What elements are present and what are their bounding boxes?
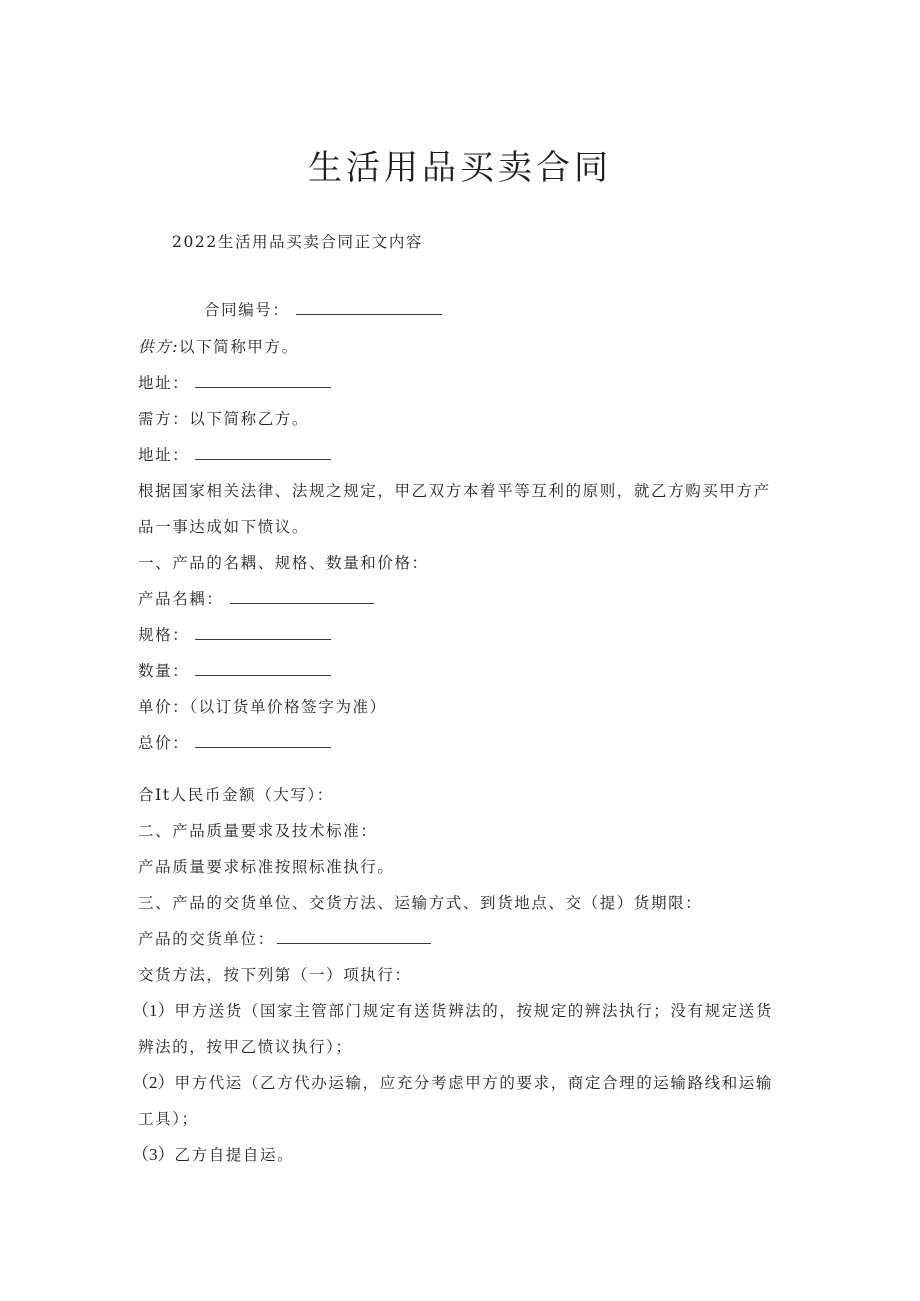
contract-number-label: 合同编号：	[204, 301, 290, 319]
section-1-heading: 一、产品的名耦、规格、数量和价格：	[138, 554, 429, 572]
buyer-address-blank	[195, 443, 331, 460]
unit-price-line: 单价：（以订货单价格签字为准）	[138, 698, 387, 716]
delivery-option-1-line1	[132, 999, 773, 1023]
delivery-option-3-line	[132, 1143, 294, 1167]
option-3-number: （3）	[132, 1145, 175, 1164]
total-price-label: 总价：	[138, 734, 190, 752]
buyer-line: 需方：以下简称乙方。	[138, 410, 310, 428]
option-1-number: （1）	[132, 1001, 175, 1020]
document-title: 生活用品买卖合同	[308, 148, 612, 188]
quantity-label: 数量：	[138, 662, 190, 680]
intro-paragraph-line1: 根据国家相关法律、法规之规定，甲乙双方本着平等互利的原则，就乙方购买甲方产	[138, 482, 771, 500]
quantity-line	[138, 659, 331, 683]
delivery-unit-label: 产品的交货单位：	[138, 930, 275, 948]
total-price-blank	[195, 731, 331, 748]
total-price-line	[138, 731, 331, 755]
contract-number-blank	[296, 298, 442, 315]
delivery-method-line: 交货方法，按下列第（一）项执行：	[138, 966, 412, 984]
supplier-address-label: 地址：	[138, 374, 190, 392]
delivery-option-2-line1	[132, 1071, 773, 1095]
quality-standard-text: 产品质量要求标准按照标准执行。	[138, 858, 395, 876]
spec-line	[138, 623, 331, 647]
section-3-heading: 三、产品的交货单位、交货方法、运输方式、到货地点、交（提）货期限：	[138, 894, 703, 912]
supplier-address-line	[138, 371, 331, 395]
delivery-unit-line	[138, 927, 431, 951]
delivery-option-2-line2: 工具）；	[138, 1110, 199, 1128]
buyer-address-line	[138, 443, 331, 467]
contract-number-line	[204, 298, 442, 322]
option-2-number: （2）	[132, 1073, 175, 1092]
supplier-line	[138, 335, 299, 359]
spec-blank	[195, 623, 331, 640]
delivery-option-1-line2: 辨法的，按甲乙愤议执行）；	[138, 1038, 353, 1056]
supplier-text: 以下简称甲方。	[179, 338, 299, 356]
spec-label: 规格：	[138, 626, 190, 644]
supplier-label: 供方:	[138, 338, 180, 356]
delivery-unit-blank	[277, 927, 431, 944]
supplier-address-blank	[195, 371, 331, 388]
option-1-text: 甲方送货（国家主管部门规定有送货辨法的，按规定的辨法执行；没有规定送货	[174, 1002, 774, 1020]
document-subtitle: 2022生活用品买卖合同正文内容	[172, 233, 424, 251]
option-3-text: 乙方自提自运。	[174, 1146, 295, 1164]
quantity-blank	[195, 659, 331, 676]
amount-in-words-line: 合It人民币金额（大写）：	[138, 786, 334, 804]
product-name-line	[138, 587, 374, 611]
section-2-heading: 二、产品质量要求及技术标准：	[138, 822, 378, 840]
buyer-address-label: 地址：	[138, 446, 190, 464]
option-2-text: 甲方代运（乙方代办运输，应充分考虑甲方的要求，商定合理的运输路线和运输	[174, 1074, 774, 1092]
product-name-blank	[230, 587, 374, 604]
intro-paragraph-line2: 品一事达成如下愤议。	[138, 518, 310, 536]
product-name-label: 产品名耦：	[138, 590, 224, 608]
